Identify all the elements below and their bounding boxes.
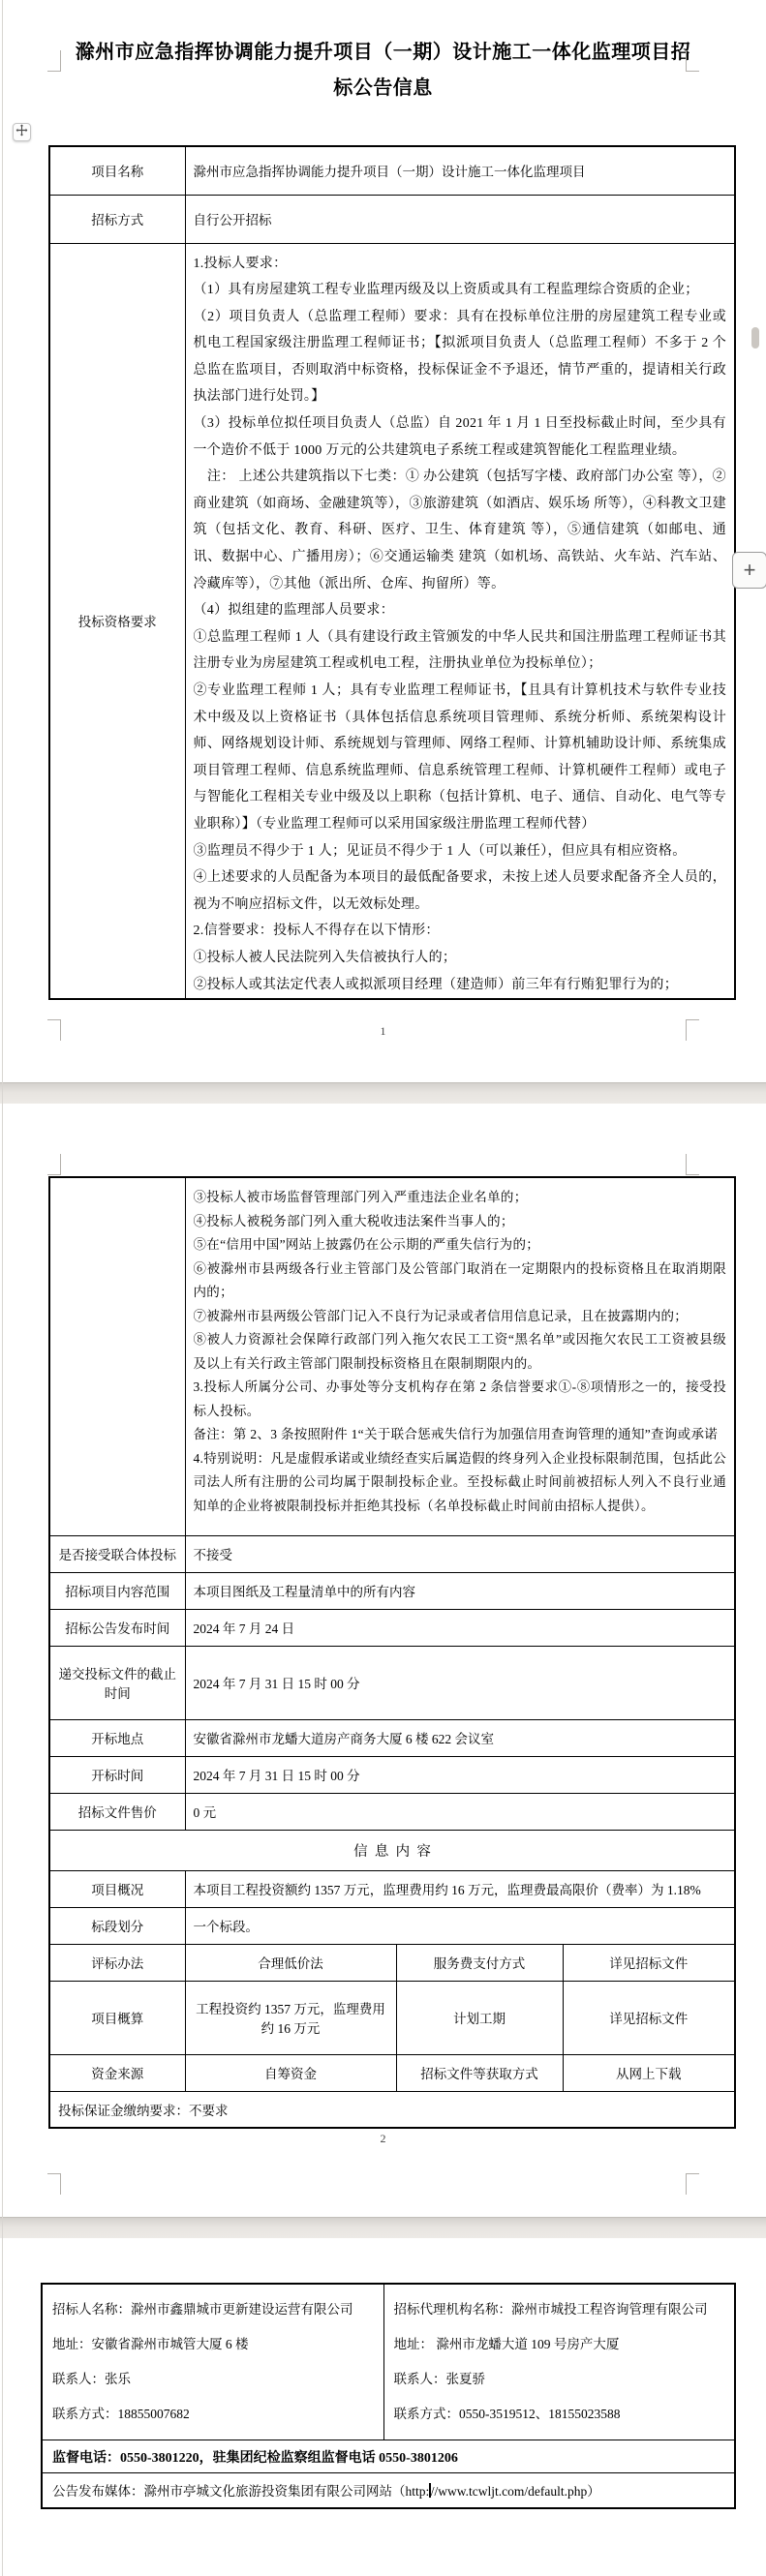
- announcement-table-page2: [48, 1176, 736, 2129]
- paragraph: 注： 上述公共建筑指以下七类：① 办公建筑（包括写字楼、政府部门办公室 等），②商业建筑（如商场、金融建筑等），③旅游建筑（如酒店、娱乐场 所等），④科教文卫建筑（包括文化、教育、科研、医疗、卫生、体育建筑 等），⑤通信建筑（如邮电、通讯、数据中心、广播用房）；⑥交通运输类 建筑（如机场、高铁站、火车站、汽车站、冷藏库等），⑦其他（派出所、仓库、拘留所）等。: [193, 470, 726, 591]
- qualification-continuation-cell: [185, 1177, 735, 1535]
- contact-table: [41, 2283, 736, 2509]
- row-value: 安徽省滁州市龙蟠大道房产商务大厦 6 楼 622 会议室: [185, 1719, 735, 1756]
- paragraph: ⑧被人力资源社会保障行政部门列入拖欠农民工工资“黑名单”或因拖欠农民工工资被县级及以上有关行政主管部门限制投标资格且在限制期限内的。: [193, 1332, 727, 1371]
- document-page-3: [0, 2238, 766, 2576]
- page-separator: [0, 1082, 766, 1104]
- qualification-requirements-cell: [185, 243, 735, 999]
- grid-cell: 详见招标文件: [563, 1944, 735, 1981]
- row-label: 招标文件售价: [49, 1793, 185, 1830]
- agency-address: 地址： 滁州市龙蟠大道 109 号房产大厦: [393, 2337, 620, 2351]
- paragraph: ②专业监理工程师 1 人；具有专业监理工程师证书，【且具有计算机技术与软件专业技术中级及以上资格证书（具体包括信息系统项目管理师、系统分析师、系统架构设计师、网络规划设计师、系统规划与管理师、网络工程师、计算机辅助设计师、系统集成项目管理工程师、信息系统监理师、信息系统管理工程师、计算机硬件工程师）或电子与智能化工程相关专业中级及以上职称（包括计算机、电子、通信、自动化、电气等专业职称）】（专业监理工程师可以采用国家级注册监理工程师代替）: [193, 683, 726, 832]
- table-row: [49, 2091, 735, 2128]
- scrollbar-thumb[interactable]: [751, 327, 759, 349]
- row-label: 项目概况: [49, 1870, 185, 1907]
- paragraph: ⑥被滁州市县两级各行业主管部门及公管部门取消在一定期限内的投标资格且在取消期限内的；: [193, 1260, 727, 1299]
- paragraph: 3.投标人所属分公司、办事处等分支机构存在第 2 条信誉要求①-⑧项情形之一的，接受投标人投标。: [193, 1379, 727, 1418]
- grid-cell: 从网上下载: [563, 2054, 735, 2091]
- margin-crop-mark: [686, 1154, 699, 1175]
- bidder-name: 招标人名称：滁州市鑫鼎城市更新建设运营有限公司: [52, 2302, 353, 2317]
- deposit-requirement: 投标保证金缴纳要求：不要求: [49, 2091, 735, 2128]
- bidder-address: 地址：安徽省滁州市城管大厦 6 楼: [52, 2337, 249, 2351]
- row-value: 本项目图纸及工程量清单中的所有内容: [185, 1572, 735, 1609]
- announcement-table-page1: [48, 145, 736, 1000]
- bidder-contact-cell: [42, 2284, 383, 2440]
- row-label: 项目名称: [49, 146, 185, 195]
- paragraph: （3）投标单位拟任项目负责人（总监）自 2021 年 1 月 1 日至投标截止时间，至少具有一个造价不低于 1000 万元的公共建筑电子系统工程或建筑智能化工程监理业绩。: [193, 416, 726, 458]
- grid-cell: 资金来源: [49, 2054, 185, 2091]
- row-value: 2024 年 7 月 24 日: [185, 1609, 735, 1646]
- document-page-2: [0, 1104, 766, 2217]
- row-label: 投标资格要求: [49, 243, 185, 999]
- paragraph: 备注：第 2、3 条按照附件 1“关于联合惩戒失信行为加强信用查询管理的通知”查询或承诺: [193, 1427, 719, 1441]
- paragraph: （1）具有房屋建筑工程专业监理丙级及以上资质或具有工程监理综合资质的企业；: [193, 283, 699, 298]
- paragraph: 4.特别说明：凡是虚假承诺或业绩经查实后属造假的终身列入企业投标限制范围，包括此公司法人所有注册的公司均属于限制投标企业。至投标截止时间前被招标人列入不良行业通知单的企业将被限制投标并拒绝其投标（名单投标截止时间前由招标人提供）。: [193, 1450, 727, 1513]
- paragraph: （4）拟组建的监理部人员要求：: [193, 603, 394, 619]
- table-row: [49, 1756, 735, 1793]
- margin-crop-mark: [47, 2173, 61, 2195]
- grid-cell: 项目概算: [49, 1981, 185, 2054]
- row-label: 招标公告发布时间: [49, 1609, 185, 1646]
- row-value: 自行公开招标: [185, 195, 735, 243]
- table-row: [42, 2440, 735, 2473]
- row-label: 标段划分: [49, 1907, 185, 1944]
- table-row: [49, 1981, 735, 2054]
- grid-cell: 服务费支付方式: [396, 1944, 563, 1981]
- row-label: 开标地点: [49, 1719, 185, 1756]
- row-label: 招标项目内容范围: [49, 1572, 185, 1609]
- paragraph: 2.信誉要求：投标人不得存在以下情形：: [193, 924, 440, 939]
- paragraph: ①投标人被人民法院列入失信被执行人的；: [193, 950, 457, 965]
- page-title: 滁州市应急指挥协调能力提升项目（一期）设计施工一体化监理项目招标公告信息: [75, 42, 691, 99]
- table-row: [49, 1719, 735, 1756]
- paragraph: ④上述要求的人员配备为本项目的最低配备要求，未按上述人员要求配备齐全人员的，视为不响应招标文件，以无效标处理。: [193, 870, 726, 912]
- table-row: [42, 2473, 735, 2508]
- margin-crop-mark: [686, 2173, 699, 2195]
- table-row: [49, 243, 735, 999]
- row-label: 招标方式: [49, 195, 185, 243]
- document-page-1: [0, 0, 766, 1082]
- agency-name: 招标代理机构名称：滁州市城投工程咨询管理有限公司: [393, 2302, 708, 2317]
- row-value: 滁州市应急指挥协调能力提升项目（一期）设计施工一体化监理项目: [185, 146, 735, 195]
- margin-crop-mark: [47, 1154, 61, 1175]
- page-number: 1: [380, 1024, 386, 1038]
- table-row: [49, 1609, 735, 1646]
- paragraph: ②投标人或其法定代表人或拟派项目经理（建造师）前三年有行贿犯罪行为的；: [193, 977, 678, 992]
- announcement-media: [42, 2473, 735, 2508]
- margin-crop-mark: [47, 50, 61, 72]
- agency-phone: 联系方式：0550-3519512、18155023588: [393, 2407, 621, 2421]
- section-header: 信 息 内 容: [49, 1830, 735, 1870]
- table-row: [49, 1830, 735, 1870]
- row-value: 2024 年 7 月 31 日 15 时 00 分: [185, 1646, 735, 1719]
- table-row: [49, 1177, 735, 1535]
- supervision-phone: 监督电话：0550-3801220，驻集团纪检监察组监督电话 0550-3801206: [42, 2440, 735, 2473]
- row-value: 0 元: [185, 1793, 735, 1830]
- paragraph: ⑤在“信用中国”网站上披露仍在公示期的严重失信行为的；: [193, 1237, 540, 1252]
- row-label: 递交投标文件的截止时间: [49, 1646, 185, 1719]
- row-label: [49, 1177, 185, 1535]
- grid-cell: 自筹资金: [185, 2054, 396, 2091]
- table-row: [49, 1793, 735, 1830]
- bidder-phone: 联系方式：18855007682: [52, 2407, 190, 2421]
- table-row: [49, 146, 735, 195]
- table-row: [49, 2054, 735, 2091]
- paragraph: ④投标人被税务部门列入重大税收违法案件当事人的；: [193, 1213, 514, 1228]
- grid-cell: 计划工期: [396, 1981, 563, 2054]
- grid-cell: 招标文件等获取方式: [396, 2054, 563, 2091]
- table-row: [49, 1535, 735, 1572]
- row-value: 一个标段。: [185, 1907, 735, 1944]
- row-value: 本项目工程投资额约 1357 万元，监理费用约 16 万元，监理费最高限价（费率）为 1.18%: [185, 1870, 735, 1907]
- row-value: 2024 年 7 月 31 日 15 时 00 分: [185, 1756, 735, 1793]
- page-number: 2: [380, 2132, 386, 2145]
- grid-cell: 详见招标文件: [563, 1981, 735, 2054]
- paragraph: （2）项目负责人（总监理工程师）要求：具有在投标单位注册的房屋建筑工程专业或机电工程国家级注册监理工程师证书；【拟派项目负责人（总监理工程师）不多于 2 个总监在监项目，否则取消中标资格，投标保证金不予退还，情节严重的，提请相关行政执法部门进行处罚。】: [193, 309, 726, 405]
- table-row: [49, 195, 735, 243]
- table-row: [49, 1907, 735, 1944]
- agency-contact-cell: [383, 2284, 735, 2440]
- agency-contact-person: 联系人：张夏骄: [393, 2372, 485, 2386]
- window-left-border: [2, 0, 3, 2576]
- margin-crop-mark: [686, 50, 699, 72]
- table-row: [49, 1646, 735, 1719]
- grid-cell: 评标办法: [49, 1944, 185, 1981]
- media-text-after-cursor: //www.tcwljt.com/default.php）: [430, 2484, 600, 2500]
- move-arrows-icon: [15, 124, 28, 141]
- row-label: 是否接受联合体投标: [49, 1535, 185, 1572]
- media-text-before-cursor: 公告发布媒体：滁州市亭城文化旅游投资集团有限公司网站（http:: [52, 2484, 430, 2500]
- grid-cell: 合理低价法: [185, 1944, 396, 1981]
- paragraph: ③监理员不得少于 1 人；见证员不得少于 1 人（可以兼任），但应具有相应资格。: [193, 843, 687, 859]
- page-separator: [0, 2217, 766, 2238]
- bidder-contact-person: 联系人：张乐: [52, 2372, 131, 2386]
- table-row: [49, 1572, 735, 1609]
- table-row: [49, 1870, 735, 1907]
- table-move-handle[interactable]: [13, 123, 31, 141]
- paragraph: ③投标人被市场监督管理部门列入严重违法企业名单的；: [193, 1190, 528, 1204]
- table-row: [49, 1944, 735, 1981]
- paragraph: 1.投标人要求：: [193, 256, 288, 271]
- zoom-in-button[interactable]: +: [732, 552, 766, 589]
- paragraph: ①总监理工程师 1 人（具有建设行政主管颁发的中华人民共和国注册监理工程师证书其注册专业为房屋建筑工程或机电工程，注册执业单位为投标单位）；: [193, 629, 726, 672]
- grid-cell: 工程投资约 1357 万元，监理费用约 16 万元: [185, 1981, 396, 2054]
- row-value: 不接受: [185, 1535, 735, 1572]
- paragraph: ⑦被滁州市县两级公管部门记入不良行为记录或者信用信息记录，且在披露期内的；: [193, 1308, 689, 1323]
- row-label: 开标时间: [49, 1756, 185, 1793]
- table-row: [42, 2284, 735, 2440]
